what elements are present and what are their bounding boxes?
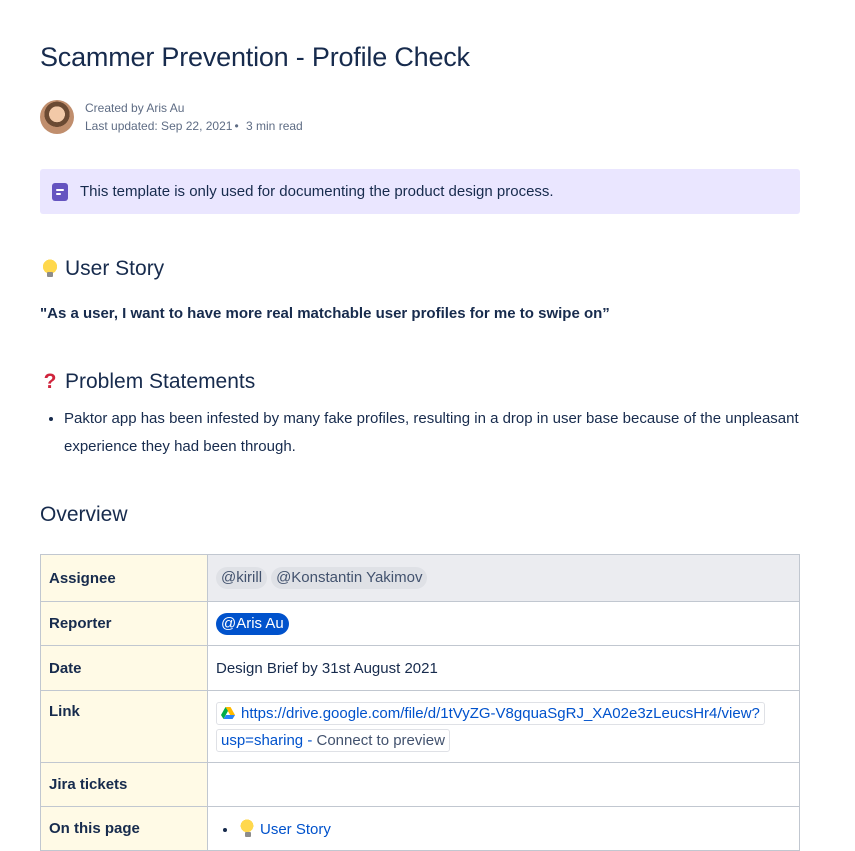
note-panel bbox=[40, 169, 800, 214]
assignee-cell bbox=[208, 555, 800, 602]
note-icon bbox=[52, 183, 68, 201]
overview-heading: Overview bbox=[40, 503, 128, 526]
read-time: 3 min read bbox=[246, 119, 303, 133]
drive-link-url[interactable]: https://drive.google.com/file/d/1tVyZG-V8gquaSgRJ_XA02e3zLeucsHr4/view?usp=sharing bbox=[221, 704, 760, 749]
table-row bbox=[41, 646, 800, 691]
link-separator: - bbox=[303, 731, 317, 749]
question-mark-icon: ? bbox=[43, 370, 57, 393]
link-cell bbox=[208, 691, 800, 763]
problem-item: • Paktor app has been infested by many fake profiles, resulting in a drop in user base because of the unpleasant experience they had been through. bbox=[64, 405, 824, 461]
on-this-page-label: On this page bbox=[41, 807, 208, 851]
mention-konstantin-yakimov[interactable]: @Konstantin Yakimov bbox=[271, 567, 427, 589]
author-avatar[interactable] bbox=[40, 100, 74, 134]
last-updated-line bbox=[85, 117, 303, 135]
light-bulb-icon bbox=[238, 819, 256, 837]
date-label: Date bbox=[41, 646, 208, 691]
toc-link-user-story[interactable]: User Story bbox=[260, 821, 331, 838]
reporter-cell bbox=[208, 602, 800, 646]
toc-list bbox=[216, 819, 791, 838]
light-bulb-icon bbox=[40, 259, 60, 279]
user-story-heading bbox=[40, 257, 164, 281]
assignee-label: Assignee bbox=[41, 555, 208, 602]
link-label: Link bbox=[41, 691, 208, 763]
date-cell: Design Brief by 31st August 2021 bbox=[208, 646, 800, 691]
last-updated[interactable]: Last updated: Sep 22, 2021 bbox=[85, 119, 233, 133]
table-row bbox=[41, 763, 800, 807]
table-row bbox=[41, 555, 800, 602]
overview-table bbox=[40, 554, 800, 851]
jira-tickets-label: Jira tickets bbox=[41, 763, 208, 807]
mention-kirill[interactable]: @kirill bbox=[216, 567, 267, 589]
user-story-quote: "As a user, I want to have more real matchable user profiles for me to swipe on” bbox=[40, 305, 610, 322]
created-by: Created by Aris Au bbox=[85, 101, 185, 115]
page-title: Scammer Prevention - Profile Check bbox=[40, 42, 470, 72]
table-row bbox=[41, 602, 800, 646]
toc-item bbox=[238, 819, 791, 838]
problem-statements-heading bbox=[40, 370, 255, 394]
note-panel-text: This template is only used for documenting the product design process. bbox=[80, 183, 554, 200]
google-drive-icon bbox=[221, 701, 235, 713]
mention-aris-au[interactable]: @Aris Au bbox=[216, 613, 289, 635]
byline bbox=[40, 99, 303, 135]
problem-list bbox=[40, 405, 824, 461]
on-this-page-cell bbox=[208, 807, 800, 851]
drive-link-card[interactable] bbox=[216, 702, 765, 752]
jira-tickets-cell[interactable] bbox=[208, 763, 800, 807]
table-row bbox=[41, 691, 800, 763]
connect-to-preview-link[interactable]: Connect to preview bbox=[316, 731, 445, 749]
byline-text bbox=[85, 99, 303, 135]
user-story-heading-text: User Story bbox=[65, 257, 165, 280]
separator-dot: • bbox=[234, 119, 239, 133]
reporter-label: Reporter bbox=[41, 602, 208, 646]
problem-statements-heading-text: Problem Statements bbox=[65, 370, 256, 393]
table-row bbox=[41, 807, 800, 851]
